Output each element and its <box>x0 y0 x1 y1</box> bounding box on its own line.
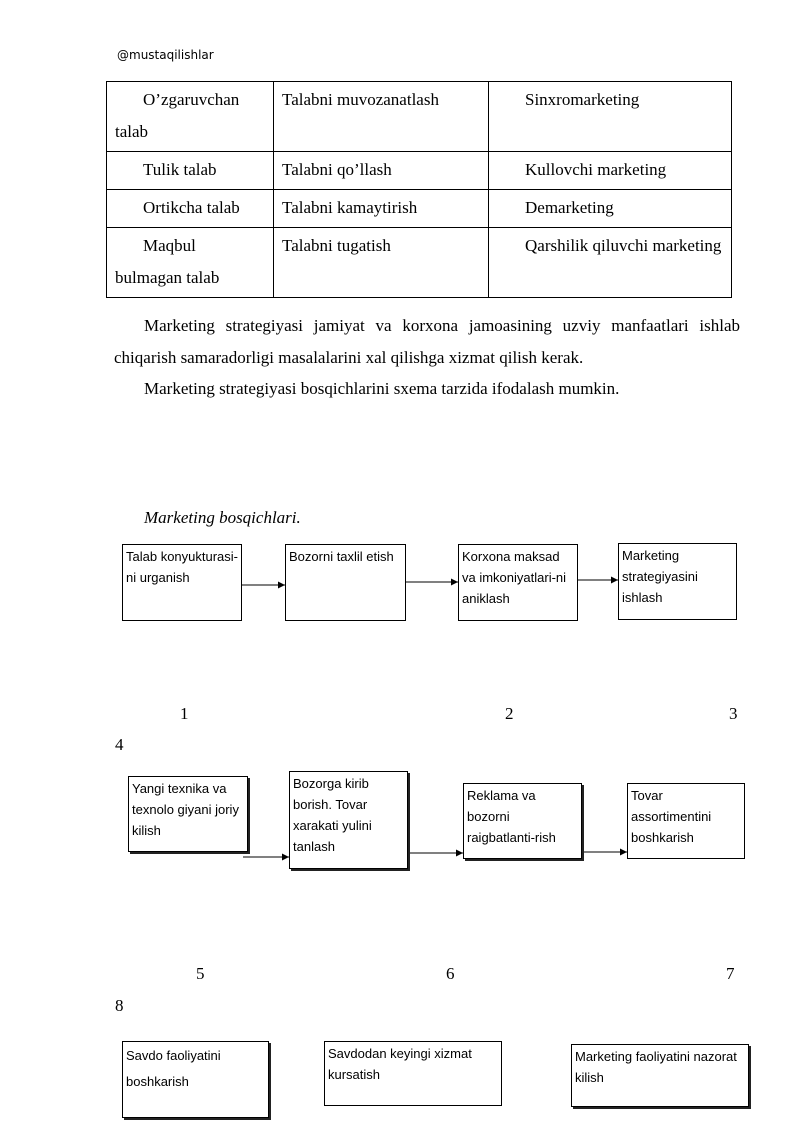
step-box-11: Marketing faoliyatini nazorat kilish <box>571 1044 749 1107</box>
paragraph: Marketing strategiyasi bosqichlarini sxema tarzida ifodalash mumkin. <box>144 379 620 398</box>
table-cell: Talabni qo’llash <box>274 152 489 190</box>
step-box-4: Marketing strategiyasini ishlash <box>618 543 737 620</box>
step-number: 1 <box>180 704 189 723</box>
table-cell: Kullovchi marketing <box>489 152 732 190</box>
step-box-2: Bozorni taxlil etish <box>285 544 406 621</box>
table-cell: Qarshilik qiluvchi marketing <box>489 228 732 298</box>
step-number: 4 <box>115 735 124 754</box>
step-number: 6 <box>446 964 455 983</box>
page-header: @mustaqilishlar <box>117 48 214 62</box>
step-box-10: Savdodan keyingi xizmat kursatish <box>324 1041 502 1106</box>
step-box-5: Yangi texnika va texnolo giyani joriy kilish <box>128 776 248 852</box>
step-box-9: Savdo faoliyatini boshkarish <box>122 1041 269 1118</box>
table-cell: Talabni tugatish <box>274 228 489 298</box>
table-cell: Maqbul bulmagan talab <box>107 228 274 298</box>
table-cell: Talabni kamaytirish <box>274 190 489 228</box>
step-box-3: Korxona maksad va imkoniyatlari-ni aniklash <box>458 544 578 621</box>
diagram-caption: Marketing bosqichlari. <box>144 508 301 527</box>
table-cell: Sinxromarketing <box>489 82 732 152</box>
step-box-6: Bozorga kirib borish. Tovar xarakati yulini tanlash <box>289 771 408 869</box>
step-number: 3 <box>729 704 738 723</box>
step-number: 5 <box>196 964 205 983</box>
step-box-8: Tovar assortimentini boshkarish <box>627 783 745 859</box>
step-number: 2 <box>505 704 514 723</box>
table-cell: Ortikcha talab <box>107 190 274 228</box>
step-box-1: Talab konyukturasi-ni urganish <box>122 544 242 621</box>
table-cell: Demarketing <box>489 190 732 228</box>
table-cell: Talabni muvozanatlash <box>274 82 489 152</box>
step-box-7: Reklama va bozorni raigbatlanti-rish <box>463 783 582 859</box>
step-number: 8 <box>115 996 124 1015</box>
step-number: 7 <box>726 964 735 983</box>
table-cell: Tulik talab <box>107 152 274 190</box>
table-cell: O’zgaruvchan talab <box>107 82 274 152</box>
paragraph: Marketing strategiyasi jamiyat va korxona jamoasining uzviy manfaatlari ishlab chiqarish samaradorligi masalalarini xal qilishga xizmat qilish kerak. <box>114 316 740 367</box>
